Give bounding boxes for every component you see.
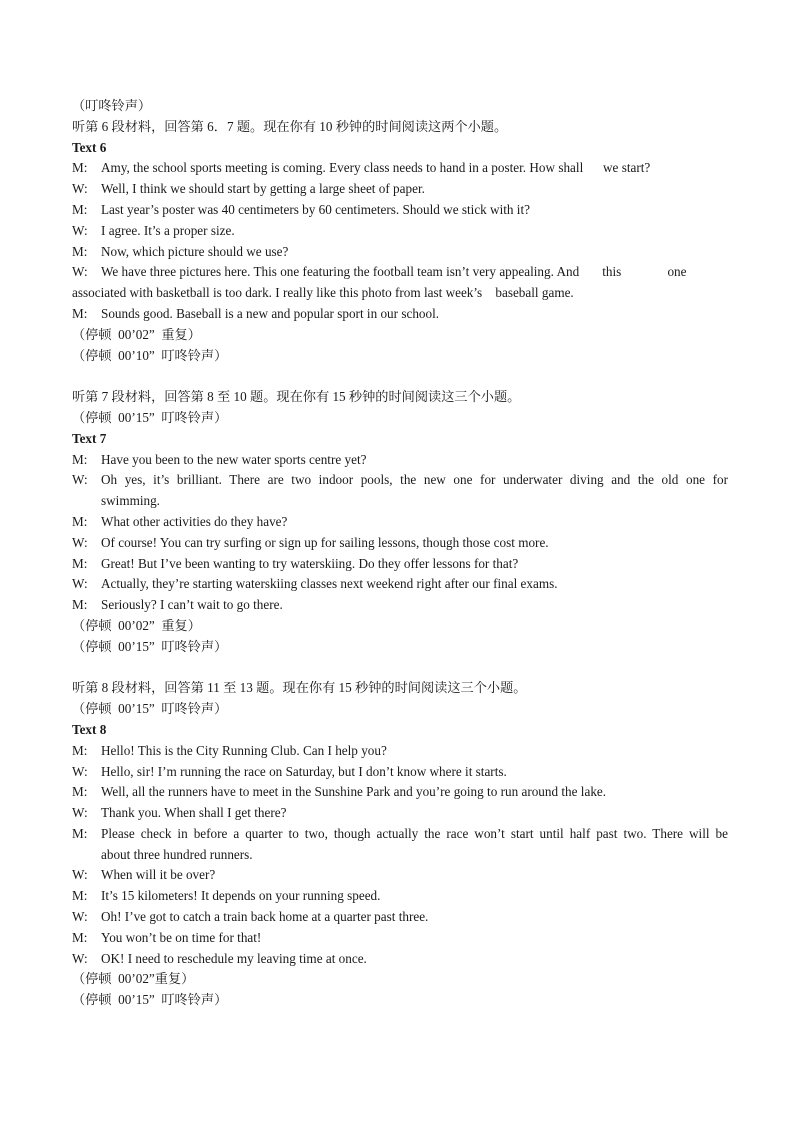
dialogue-line [72,741,728,762]
utterance: Now, which picture should we use? [101,243,289,259]
utterance: OK! I need to reschedule my leaving time at once. [101,950,367,966]
text6-title: Text 6 [72,139,107,155]
utterance: I agree. It’s a proper size. [101,222,235,238]
dialogue-line [72,554,728,575]
utterance: Well, all the runners have to meet in the Sunshine Park and you’re going to run around the lake. [101,784,607,800]
speaker-label: M: [72,243,88,259]
utterance-continuation: swimming. [101,493,160,509]
pause-note: （停顿 00’02” 重复） [72,617,201,633]
speaker-label: M: [72,742,88,758]
utterance: Thank you. When shall I get there? [101,805,287,821]
section-gap [72,658,728,679]
speaker-label: M: [72,784,88,800]
dialogue-line [72,949,728,970]
dialogue-line [72,824,728,845]
speaker-label: W: [72,534,88,550]
speaker-label: W: [72,909,88,925]
speaker-label: M: [72,201,88,217]
speaker-label: M: [72,160,88,176]
speaker-label: W: [72,576,88,592]
speaker-label: W: [72,222,88,238]
utterance: Please check in before a quarter to two, though actually the race won’t start until half past two. There will be [101,825,728,841]
dialogue-line [72,200,728,221]
utterance: It’s 15 kilometers! It depends on your running speed. [101,888,381,904]
speaker-label: M: [72,513,88,529]
dialogue-line [72,803,728,824]
text6-dialogue [72,158,728,324]
dialogue-line [72,782,728,803]
text8-dialogue [72,741,728,970]
pause-note: （停顿 00’15” 叮咚铃声） [72,701,228,717]
speaker-label: M: [72,555,88,571]
pause-note: （停顿 00’02” 重复） [72,326,201,342]
utterance: Of course! You can try surfing or sign up for sailing lessons, though those cost more. [101,534,549,550]
instruction-text8: 听第 8 段材料，回答第 11 至 13 题。现在你有 15 秒钟的时间阅读这三个小题。 [72,680,527,696]
utterance: Great! But I’ve been wanting to try waterskiing. Do they offer lessons for that? [101,555,519,571]
dialogue-line [72,886,728,907]
utterance: You won’t be on time for that! [101,929,262,945]
pause-note: （停顿 00’15” 叮咚铃声） [72,992,228,1008]
dialogue-line [72,595,728,616]
dialogue-line [72,762,728,783]
utterance: Actually, they’re starting waterskiing classes next weekend right after our final exams. [101,576,558,592]
dialogue-line [72,533,728,554]
speaker-label: M: [72,825,88,841]
pause-note: （停顿 00’15” 叮咚铃声） [72,638,228,654]
utterance-continuation: associated with basketball is too dark. I really like this photo from last week’s baseball game. [72,285,574,301]
pause-note: （停顿 00’15” 叮咚铃声） [72,409,228,425]
utterance: When will it be over? [101,867,216,883]
text7-title: Text 7 [72,430,107,446]
utterance: We have three pictures here. This one featuring the football team isn’t very appealing. And this one [101,264,687,280]
speaker-label: M: [72,597,88,613]
section-gap [72,366,728,387]
utterance: Amy, the school sports meeting is coming. Every class needs to hand in a poster. How shall we start? [101,160,651,176]
speaker-label: W: [72,950,88,966]
dialogue-line [72,928,728,949]
speaker-label: W: [72,763,88,779]
utterance-continuation: about three hundred runners. [101,846,253,862]
dialogue-line [72,450,728,471]
utterance: Well, I think we should start by getting a large sheet of paper. [101,181,425,197]
dialogue-line [72,512,728,533]
speaker-label: M: [72,305,88,321]
dialogue-line [72,262,728,283]
utterance: Last year’s poster was 40 centimeters by 60 centimeters. Should we stick with it? [101,201,530,217]
utterance: Oh yes, it’s brilliant. There are two indoor pools, the new one for underwater diving and the old one for [101,472,728,488]
dialogue-line [72,179,728,200]
speaker-label: W: [72,181,88,197]
utterance: Have you been to the new water sports centre yet? [101,451,367,467]
transcript-document [72,96,728,1011]
dialogue-line [72,865,728,886]
bell-note: （叮咚铃声） [72,98,152,113]
pause-note: （停顿 00’02”重复） [72,971,195,987]
text8-title: Text 8 [72,721,107,737]
utterance: Sounds good. Baseball is a new and popular sport in our school. [101,305,440,321]
utterance: Seriously? I can’t wait to go there. [101,597,283,613]
dialogue-line [72,221,728,242]
dialogue-line [72,242,728,263]
dialogue-line [72,907,728,928]
instruction-text6: 听第 6 段材料，回答第 6．7 题。现在你有 10 秒钟的时间阅读这两个小题。 [72,118,508,134]
speaker-label: W: [72,472,88,488]
speaker-label: M: [72,451,88,467]
speaker-label: W: [72,264,88,280]
pause-note: （停顿 00’10” 叮咚铃声） [72,347,228,363]
speaker-label: W: [72,867,88,883]
speaker-label: W: [72,805,88,821]
utterance: Hello! This is the City Running Club. Can I help you? [101,742,387,758]
speaker-label: M: [72,929,88,945]
dialogue-line [72,304,728,325]
utterance: Oh! I’ve got to catch a train back home at a quarter past three. [101,909,429,925]
instruction-text7: 听第 7 段材料，回答第 8 至 10 题。现在你有 15 秒钟的时间阅读这三个小题。 [72,389,521,405]
dialogue-line [72,158,728,179]
dialogue-line [72,574,728,595]
text7-dialogue [72,450,728,616]
speaker-label: M: [72,888,88,904]
utterance: Hello, sir! I’m running the race on Saturday, but I don’t know where it starts. [101,763,507,779]
dialogue-line [72,470,728,491]
utterance: What other activities do they have? [101,513,288,529]
